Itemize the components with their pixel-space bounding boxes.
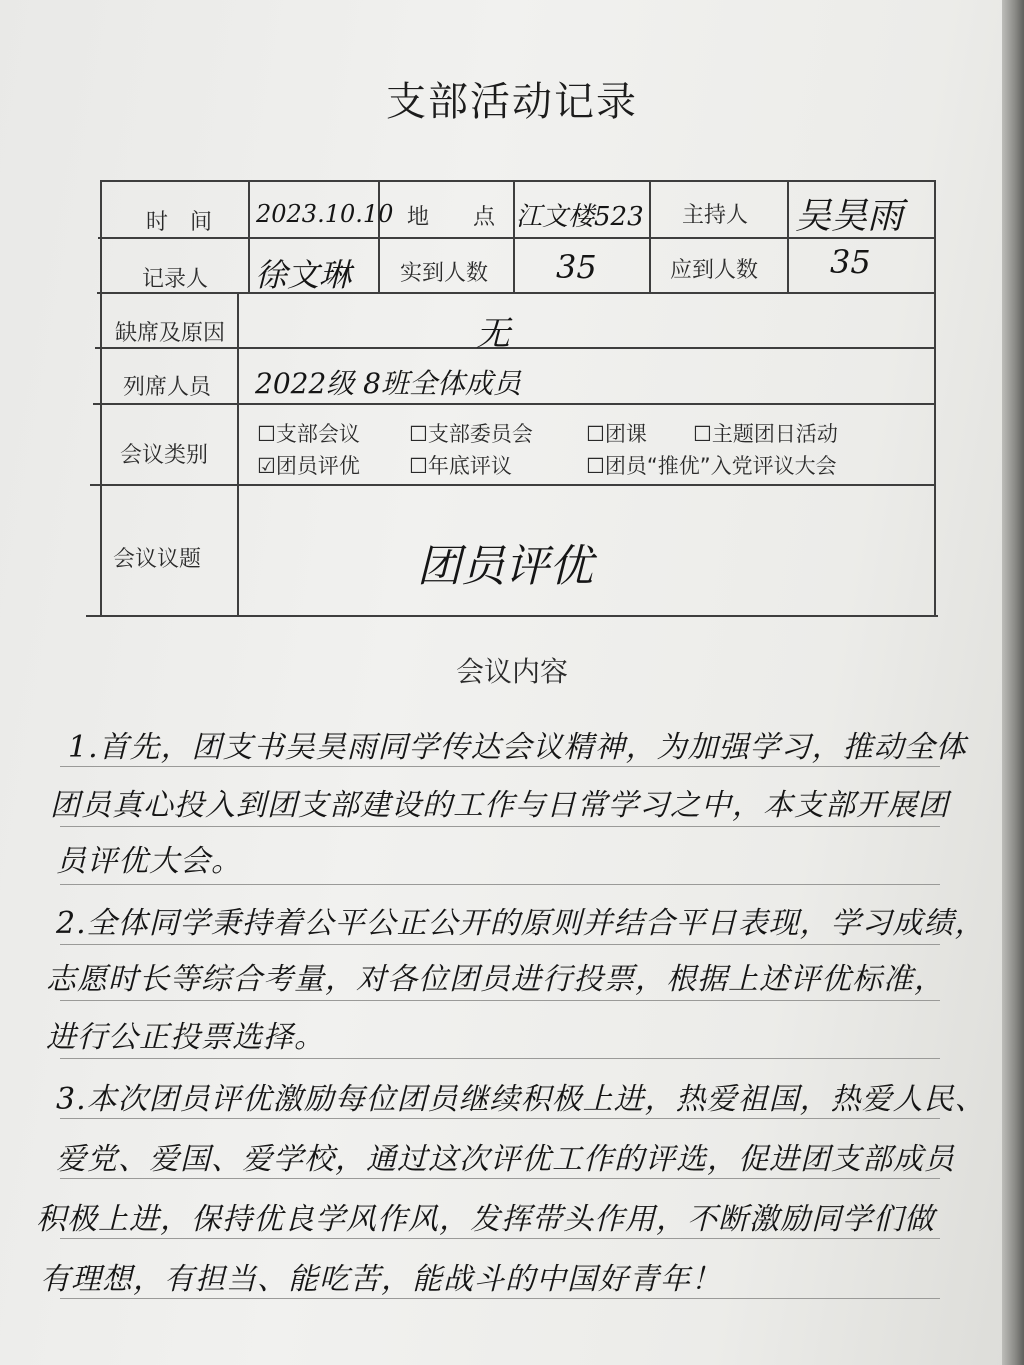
- table-border-top: [100, 180, 935, 182]
- table-border-bottom: [86, 615, 938, 617]
- table-row-divider: [93, 403, 935, 405]
- table-col-divider: [378, 180, 380, 293]
- table-row-divider: [97, 292, 935, 294]
- value-expected-count: 35: [830, 243, 871, 281]
- content-line: 志愿时长等综合考量，对各位团员进行投票，根据上述评优标准，: [46, 962, 945, 997]
- writing-line: [60, 766, 940, 767]
- table-row-divider: [95, 347, 935, 349]
- writing-line: [60, 1178, 940, 1179]
- writing-line: [60, 1298, 940, 1299]
- checkbox-branch-committee[interactable]: ☐支部委员会: [409, 422, 533, 446]
- label-time: 时 间: [146, 210, 213, 235]
- value-recorder: 徐文琳: [255, 256, 352, 294]
- writing-line: [60, 1118, 940, 1119]
- content-line: 1.首先，团支书吴昊雨同学传达会议精神，为加强学习，推动全体: [68, 730, 967, 765]
- label-actual-count: 实到人数: [400, 261, 489, 286]
- label-recorder: 记录人: [142, 267, 209, 292]
- content-heading: 会议内容: [455, 655, 568, 688]
- writing-line: [60, 884, 940, 885]
- writing-line: [60, 1238, 940, 1239]
- value-absent: 无: [476, 314, 510, 354]
- content-line: 积极上进，保持优良学风作风，发挥带头作用，不断激励同学们做: [36, 1202, 935, 1237]
- table-col-divider: [787, 180, 789, 293]
- value-place: 江文楼523: [516, 202, 644, 232]
- checkbox-party-recommendation[interactable]: ☐团员“推优”入党评议大会: [586, 454, 837, 478]
- content-line: 3.本次团员评优激励每位团员继续积极上进，热爱祖国，热爱人民、: [56, 1082, 986, 1117]
- label-category: 会议类别: [120, 443, 209, 468]
- label-attendees: 列席人员: [123, 375, 212, 400]
- value-host: 吴昊雨: [795, 196, 904, 237]
- value-attendees: 2022级 8班全体成员: [255, 367, 521, 400]
- content-line: 2.全体同学秉持着公平公正公开的原则并结合平日表现，学习成绩，: [56, 906, 986, 941]
- content-line: 员评优大会。: [56, 844, 242, 879]
- content-line: 进行公正投票选择。: [46, 1020, 325, 1055]
- value-topic: 团员评优: [417, 541, 593, 592]
- label-expected-count: 应到人数: [670, 258, 759, 283]
- checkbox-branch-meeting[interactable]: ☐支部会议: [257, 422, 360, 446]
- label-host: 主持人: [682, 203, 749, 228]
- label-absent: 缺席及原因: [115, 321, 226, 346]
- writing-line: [60, 1058, 940, 1059]
- page-title: 支部活动记录: [386, 79, 638, 125]
- table-col-divider: [649, 180, 651, 293]
- checkbox-year-end-review[interactable]: ☐年底评议: [409, 454, 512, 478]
- label-place: 地 点: [407, 205, 496, 230]
- content-line: 团员真心投入到团支部建设的工作与日常学习之中，本支部开展团: [50, 788, 949, 823]
- value-time: 2023.10.10: [256, 200, 394, 228]
- writing-line: [60, 944, 940, 945]
- table-col-divider: [237, 292, 239, 615]
- table-border-right: [934, 180, 936, 615]
- checkbox-member-evaluation[interactable]: ☑团员评优: [257, 454, 360, 478]
- checkbox-theme-day[interactable]: ☐主题团日活动: [693, 422, 838, 446]
- writing-line: [60, 1000, 940, 1001]
- table-row-divider: [90, 484, 936, 486]
- content-line: 爱党、爱国、爱学校，通过这次评优工作的评选，促进团支部成员: [56, 1142, 955, 1177]
- label-topic: 会议议题: [113, 547, 202, 572]
- table-col-divider: [513, 180, 515, 293]
- value-actual-count: 35: [556, 248, 597, 286]
- writing-line: [60, 826, 940, 827]
- content-line: 有理想，有担当、能吃苦，能战斗的中国好青年！: [40, 1262, 722, 1297]
- table-border-left: [100, 180, 102, 615]
- table-col-divider: [248, 180, 250, 293]
- checkbox-league-class[interactable]: ☐团课: [586, 422, 647, 446]
